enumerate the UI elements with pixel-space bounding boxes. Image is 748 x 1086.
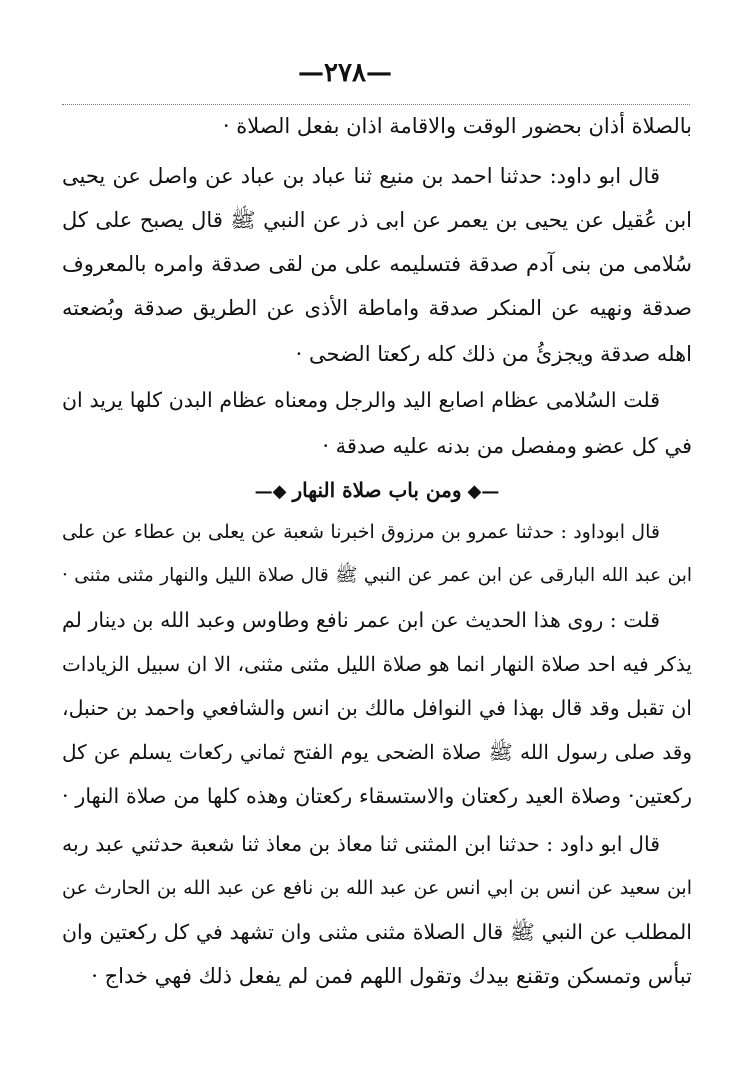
body-text	[62, 0, 692, 1086]
section-heading-text: ومن باب صلاة النهار	[292, 478, 462, 502]
page-number: —٢٧٨—	[298, 58, 392, 88]
text-line: وقد صلى رسول الله ﷺ صلاة الضحى يوم الفتح ثماني ركعات يسلم عن كل	[62, 740, 692, 764]
text-line: يذكر فيه احد صلاة النهار انما هو صلاة الليل مثنى مثنى، الا ان سبيل الزيادات	[62, 652, 692, 676]
text-line: اهله صدقة ويجزئُ من ذلك كله ركعتا الضحى ·	[295, 342, 692, 366]
text-line: صدقة ونهيه عن المنكر صدقة واماطة الأذى عن الطريق صدقة وبُضعته	[62, 296, 692, 320]
text-line: ركعتين· وصلاة العيد ركعتان والاستسقاء ركعتان وهذه كلها من صلاة النهار ·	[62, 784, 692, 808]
text-line: قال ابو داود : حدثنا ابن المثنى ثنا معاذ بن معاذ ثنا شعبة حدثني عبد ربه	[62, 832, 660, 856]
text-line: بالصلاة أذان بحضور الوقت والاقامة اذان بفعل الصلاة ·	[222, 114, 692, 138]
text-line: ابن سعيد عن انس بن ابي انس عن عبد الله بن نافع عن عبد الله بن الحارث عن	[62, 877, 692, 899]
text-line: المطلب عن النبي ﷺ قال الصلاة مثنى مثنى وان تشهد في كل ركعتين وان	[62, 920, 692, 944]
text-line: سُلامى من بنى آدم صدقة فتسليمه على من لقى صدقة وامره بالمعروف	[62, 252, 692, 276]
text-line: قلت السُلامى عظام اصابع اليد والرجل ومعناه عظام البدن كلها يريد ان	[62, 388, 660, 412]
text-line: في كل عضو ومفصل من بدنه عليه صدقة ·	[322, 434, 692, 458]
ornament-right-icon: ◆—	[254, 481, 287, 502]
text-line: قلت : روى هذا الحديث عن ابن عمر نافع وطاوس وعبد الله بن دينار لم	[62, 608, 660, 632]
text-line: ابن عُقيل عن يحيى بن يعمر عن ابى ذر عن النبي ﷺ قال يصبح على كل	[62, 208, 692, 232]
text-line: ابن عبد الله البارقى عن ابن عمر عن النبي ﷺ قال صلاة الليل والنهار مثنى مثنى ·	[62, 565, 692, 586]
text-line: تبأس وتمسكن وتقنع بيدك وتقول اللهم فمن لم يفعل ذلك فهي خداج ·	[91, 964, 692, 988]
section-heading	[62, 466, 692, 514]
text-line: قال ابوداود : حدثنا عمرو بن مرزوق اخبرنا شعبة عن يعلى بن عطاء عن على	[62, 521, 660, 543]
text-line: ان تقبل وقد قال بهذا في النوافل مالك بن انس والشافعي واحمد بن حنبل،	[62, 696, 692, 720]
text-line: قال ابو داود: حدثنا احمد بن منيع ثنا عباد بن عباد عن واصل عن يحيى	[62, 164, 660, 188]
ornament-left-icon: —◆	[467, 481, 500, 502]
